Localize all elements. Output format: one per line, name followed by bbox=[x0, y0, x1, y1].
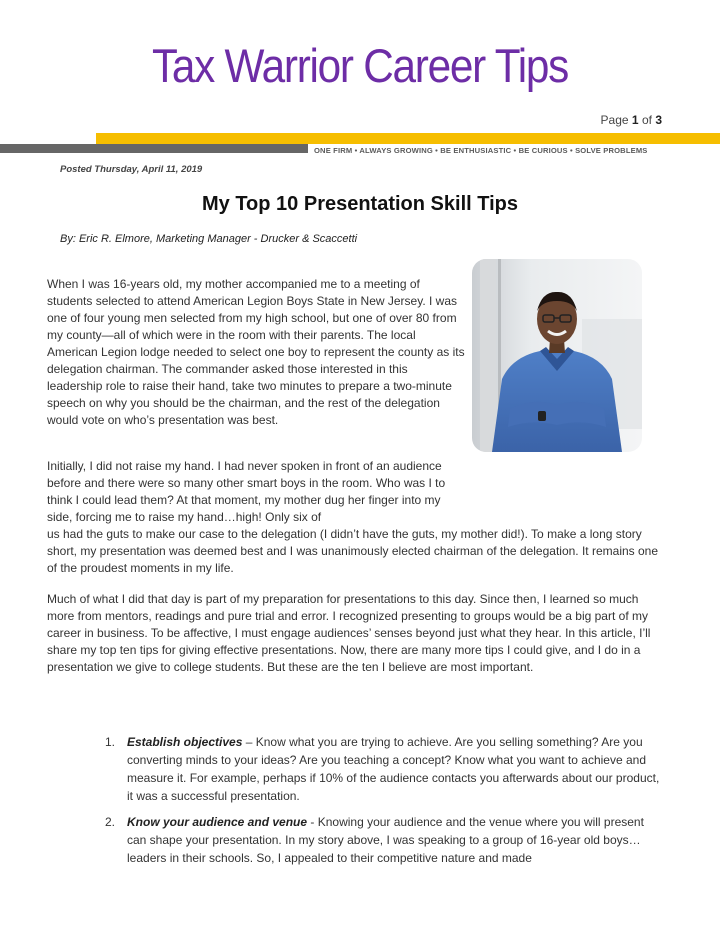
paragraph-text: Much of what I did that day is part of my preparation for presentations to this day. Since then, I learned so much more from mentors, readings and pure trial and error. I recognized presenting to groups would be a big part of my career in business. To be affective, I must engage audiences’ senses beyond just what they hear. In this article, I’ll share my top ten tips for giving effective presentations. Now, there are many more tips I could give, and I do in a presentation we give to college students. But these are the ten I believe are most important. bbox=[47, 592, 651, 674]
paragraph-intro bbox=[47, 276, 465, 429]
article-title: My Top 10 Presentation Skill Tips bbox=[201, 193, 518, 215]
paragraph-text: us had the guts to make our case to the delegation (I didn’t have the guts, my mother did!). To make a long story short, my presentation was deemed best and I was unanimously elected chairman of the delegation. It remains one of the proudest moments in my life. bbox=[47, 527, 659, 575]
list-item-text: - Knowing your audience and the venue where you will present can shape your presentation. In my story above, I was speaking to a group of 16-year old boys…leaders in their schools. So, I appealed to their competitive nature and made bbox=[127, 815, 644, 865]
list-item bbox=[105, 733, 665, 805]
list-item-body bbox=[127, 733, 665, 805]
paragraph-initially bbox=[47, 458, 467, 526]
page-current: 1 bbox=[631, 113, 639, 127]
list-item-text: – Know what you are trying to achieve. Are you selling something? Are you converting minds to your ideas? Are you teaching a concept? Know what you want to achieve and measure it. For example, perhaps if 10% of the audience contacts you afterwards about our product, it was a successful presentation. bbox=[127, 735, 660, 803]
masthead-title: Tax Warrior Career Tips bbox=[151, 39, 569, 92]
author-portrait-icon bbox=[472, 259, 642, 452]
list-item-heading: Know your audience and venue bbox=[127, 815, 308, 829]
gold-divider bbox=[96, 133, 720, 144]
page-indicator bbox=[601, 113, 662, 127]
list-item bbox=[105, 813, 665, 867]
posted-date: Posted Thursday, April 11, 2019 bbox=[60, 164, 203, 175]
paragraph-initially-continued bbox=[47, 526, 667, 577]
paragraph-text: When I was 16-years old, my mother accompanied me to a meeting of students selected to attend American Legion Boys State in New Jersey. I was one of four young men selected from my high school, but one of over 80 from my county—all of which were in the room with their parents. The local American Legion lodge needed to select one boy to represent the county as its delegation chairman. The commander asked those interested in this leadership role to raise their hand, take two minutes to prepare a two-minute speech on why you should be the chairman, and the rest of the delegation would vote on who’s presentation was best. bbox=[47, 277, 465, 427]
company-tagline: ONE FIRM • ALWAYS GROWING • BE ENTHUSIASTIC • BE CURIOUS • SOLVE PROBLEMS bbox=[314, 146, 648, 155]
paragraph-preparation bbox=[47, 591, 667, 676]
list-number: 2. bbox=[105, 815, 116, 829]
list-item-body bbox=[127, 813, 665, 867]
page-label: Page bbox=[600, 113, 629, 127]
author-photo bbox=[472, 259, 642, 452]
list-item-heading: Establish objectives bbox=[127, 735, 243, 749]
page-total: 3 bbox=[655, 113, 662, 127]
list-number: 1. bbox=[105, 735, 116, 749]
paragraph-text: Initially, I did not raise my hand. I had never spoken in front of an audience before and there were so many other smart boys in the room. Who was I to think I could lead them? At that moment, my mother dug her finger into my side, forcing me to raise my hand…high! Only six of bbox=[47, 459, 446, 524]
page-of: of bbox=[641, 113, 652, 127]
article-byline: By: Eric R. Elmore, Marketing Manager - Drucker & Scaccetti bbox=[60, 233, 358, 245]
grey-divider bbox=[0, 144, 308, 153]
